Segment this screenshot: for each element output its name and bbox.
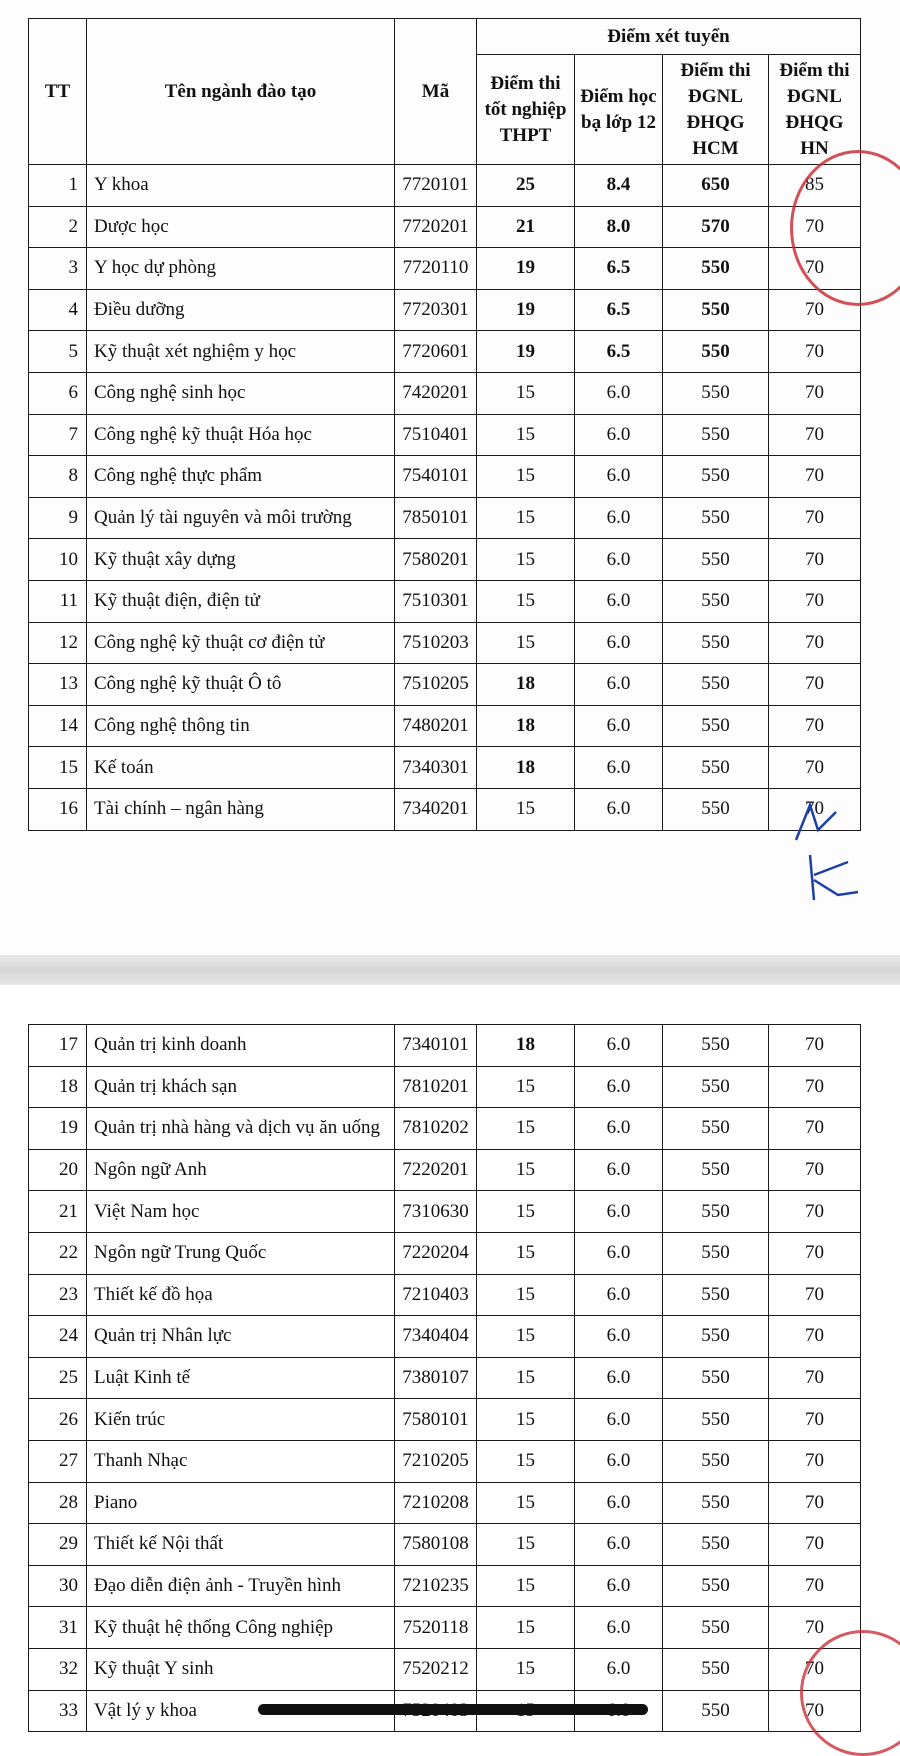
table-row	[29, 1440, 861, 1482]
table-row	[29, 622, 861, 664]
score-dgnl-hn: 70	[769, 1399, 861, 1441]
program-name: Kỹ thuật xét nghiệm y học	[87, 331, 395, 373]
program-name: Điều dưỡng	[87, 289, 395, 331]
score-hocba: 6.0	[575, 1191, 663, 1233]
score-dgnl-hcm: 550	[663, 1274, 769, 1316]
program-code: 7510205	[395, 664, 477, 706]
program-name: Quản lý tài nguyên và môi trường	[87, 497, 395, 539]
table-row	[29, 1066, 861, 1108]
program-name: Ngôn ngữ Trung Quốc	[87, 1232, 395, 1274]
score-hocba: 6.0	[575, 1149, 663, 1191]
score-thpt: 15	[477, 414, 575, 456]
score-dgnl-hn: 70	[769, 372, 861, 414]
score-dgnl-hn: 70	[769, 622, 861, 664]
row-number: 3	[29, 248, 87, 290]
score-thpt: 15	[477, 1232, 575, 1274]
row-number: 5	[29, 331, 87, 373]
table-row	[29, 1482, 861, 1524]
score-thpt: 15	[477, 1274, 575, 1316]
score-dgnl-hn: 70	[769, 1648, 861, 1690]
table-row	[29, 1191, 861, 1233]
score-hocba: 6.0	[575, 1648, 663, 1690]
score-thpt: 19	[477, 289, 575, 331]
score-thpt: 19	[477, 331, 575, 373]
row-number: 31	[29, 1607, 87, 1649]
score-hocba: 6.0	[575, 1482, 663, 1524]
score-thpt: 15	[477, 1607, 575, 1649]
score-dgnl-hcm: 550	[663, 1565, 769, 1607]
row-number: 12	[29, 622, 87, 664]
program-name: Kỹ thuật Y sinh	[87, 1648, 395, 1690]
score-hocba: 6.0	[575, 1316, 663, 1358]
table-row	[29, 747, 861, 789]
program-name: Quản trị Nhân lực	[87, 1316, 395, 1358]
program-code: 7420201	[395, 372, 477, 414]
program-name: Tài chính – ngân hàng	[87, 788, 395, 830]
score-dgnl-hcm: 550	[663, 1648, 769, 1690]
table-row	[29, 580, 861, 622]
row-number: 15	[29, 747, 87, 789]
score-thpt: 18	[477, 664, 575, 706]
score-dgnl-hcm: 550	[663, 1149, 769, 1191]
score-hocba: 6.0	[575, 1025, 663, 1067]
row-number: 25	[29, 1357, 87, 1399]
score-thpt: 15	[477, 1524, 575, 1566]
program-code: 7210205	[395, 1440, 477, 1482]
row-number: 32	[29, 1648, 87, 1690]
score-thpt: 15	[477, 1066, 575, 1108]
score-dgnl-hn: 70	[769, 1274, 861, 1316]
table-row	[29, 1607, 861, 1649]
program-code: 7520212	[395, 1648, 477, 1690]
program-name: Luật Kinh tế	[87, 1357, 395, 1399]
score-dgnl-hn: 70	[769, 1524, 861, 1566]
score-dgnl-hn: 70	[769, 705, 861, 747]
program-name: Công nghệ kỹ thuật Hóa học	[87, 414, 395, 456]
program-code: 7540101	[395, 456, 477, 498]
score-dgnl-hcm: 550	[663, 1607, 769, 1649]
score-dgnl-hn: 70	[769, 248, 861, 290]
score-hocba: 6.0	[575, 372, 663, 414]
program-code: 7340101	[395, 1025, 477, 1067]
score-thpt: 18	[477, 705, 575, 747]
program-code: 7510401	[395, 414, 477, 456]
row-number: 20	[29, 1149, 87, 1191]
score-dgnl-hcm: 550	[663, 1440, 769, 1482]
program-code: 7340404	[395, 1316, 477, 1358]
row-number: 1	[29, 165, 87, 207]
score-hocba: 6.0	[575, 414, 663, 456]
score-dgnl-hcm: 550	[663, 580, 769, 622]
row-number: 8	[29, 456, 87, 498]
score-dgnl-hcm: 550	[663, 372, 769, 414]
program-code: 7510203	[395, 622, 477, 664]
score-dgnl-hn: 70	[769, 1066, 861, 1108]
score-thpt: 15	[477, 1316, 575, 1358]
score-dgnl-hcm: 550	[663, 1357, 769, 1399]
score-dgnl-hcm: 550	[663, 1482, 769, 1524]
table-row	[29, 414, 861, 456]
score-dgnl-hn: 70	[769, 1149, 861, 1191]
program-name: Đạo diễn điện ảnh - Truyền hình	[87, 1565, 395, 1607]
table-row	[29, 1399, 861, 1441]
table-row	[29, 1149, 861, 1191]
table-row	[29, 1316, 861, 1358]
program-name: Thanh Nhạc	[87, 1440, 395, 1482]
program-name: Kỹ thuật điện, điện tử	[87, 580, 395, 622]
score-hocba: 6.0	[575, 580, 663, 622]
row-number: 11	[29, 580, 87, 622]
score-thpt: 15	[477, 497, 575, 539]
program-code: 7810202	[395, 1108, 477, 1150]
score-thpt: 15	[477, 1357, 575, 1399]
row-number: 2	[29, 206, 87, 248]
table-row	[29, 1232, 861, 1274]
program-name: Ngôn ngữ Anh	[87, 1149, 395, 1191]
row-number: 33	[29, 1690, 87, 1732]
admission-score-table-part-1	[28, 18, 861, 831]
score-dgnl-hn: 70	[769, 539, 861, 581]
row-number: 4	[29, 289, 87, 331]
program-code: 7580108	[395, 1524, 477, 1566]
score-dgnl-hcm: 550	[663, 788, 769, 830]
program-code: 7220201	[395, 1149, 477, 1191]
score-dgnl-hn: 70	[769, 414, 861, 456]
score-dgnl-hn: 70	[769, 1690, 861, 1732]
program-code: 7220204	[395, 1232, 477, 1274]
program-name: Thiết kế Nội thất	[87, 1524, 395, 1566]
program-name: Kế toán	[87, 747, 395, 789]
score-dgnl-hn: 70	[769, 580, 861, 622]
score-hocba: 6.0	[575, 1066, 663, 1108]
score-dgnl-hn: 70	[769, 289, 861, 331]
program-code: 7720201	[395, 206, 477, 248]
table-row	[29, 1648, 861, 1690]
score-thpt: 18	[477, 747, 575, 789]
program-name: Công nghệ thông tin	[87, 705, 395, 747]
row-number: 24	[29, 1316, 87, 1358]
header-dgnl-hn: Điểm thi ĐGNL ĐHQG HN	[769, 55, 861, 165]
score-dgnl-hcm: 550	[663, 331, 769, 373]
program-name: Vật lý y khoa	[87, 1690, 395, 1732]
page-gap	[0, 955, 900, 985]
program-name: Y học dự phòng	[87, 248, 395, 290]
score-dgnl-hcm: 550	[663, 622, 769, 664]
score-dgnl-hn: 70	[769, 1025, 861, 1067]
score-thpt: 18	[477, 1025, 575, 1067]
score-thpt: 15	[477, 372, 575, 414]
score-thpt: 15	[477, 1149, 575, 1191]
program-code: 7510301	[395, 580, 477, 622]
program-code: 7340301	[395, 747, 477, 789]
header-code: Mã	[395, 19, 477, 165]
program-code: 7720101	[395, 165, 477, 207]
score-dgnl-hn: 70	[769, 1482, 861, 1524]
score-hocba: 6.0	[575, 622, 663, 664]
row-number: 26	[29, 1399, 87, 1441]
program-name: Quản trị khách sạn	[87, 1066, 395, 1108]
table-row	[29, 1524, 861, 1566]
header-score-group: Điểm xét tuyển	[477, 19, 861, 55]
score-dgnl-hn: 70	[769, 497, 861, 539]
score-hocba: 6.0	[575, 497, 663, 539]
row-number: 29	[29, 1524, 87, 1566]
program-name: Công nghệ kỹ thuật cơ điện tử	[87, 622, 395, 664]
program-name: Kỹ thuật hệ thống Công nghiệp	[87, 1607, 395, 1649]
program-name: Kiến trúc	[87, 1399, 395, 1441]
table-row	[29, 1357, 861, 1399]
row-number: 14	[29, 705, 87, 747]
score-hocba: 6.0	[575, 1399, 663, 1441]
score-thpt: 15	[477, 1440, 575, 1482]
header-thpt: Điểm thi tốt nghiệp THPT	[477, 55, 575, 165]
row-number: 30	[29, 1565, 87, 1607]
row-number: 21	[29, 1191, 87, 1233]
score-hocba: 6.0	[575, 788, 663, 830]
score-thpt: 15	[477, 539, 575, 581]
score-dgnl-hn: 70	[769, 664, 861, 706]
program-code: 7380107	[395, 1357, 477, 1399]
program-name: Kỹ thuật xây dựng	[87, 539, 395, 581]
score-hocba: 6.5	[575, 331, 663, 373]
header-name: Tên ngành đào tạo	[87, 19, 395, 165]
program-name: Quản trị nhà hàng và dịch vụ ăn uống	[87, 1108, 395, 1150]
row-number: 18	[29, 1066, 87, 1108]
program-name: Y khoa	[87, 165, 395, 207]
score-hocba: 6.0	[575, 456, 663, 498]
score-dgnl-hcm: 550	[663, 1191, 769, 1233]
score-thpt: 15	[477, 1191, 575, 1233]
score-dgnl-hn: 70	[769, 1232, 861, 1274]
program-code: 7210235	[395, 1565, 477, 1607]
score-dgnl-hcm: 570	[663, 206, 769, 248]
score-hocba: 6.0	[575, 1274, 663, 1316]
header-tt: TT	[29, 19, 87, 165]
score-dgnl-hn: 85	[769, 165, 861, 207]
admission-score-table-part-2	[28, 1024, 861, 1732]
score-hocba: 6.5	[575, 248, 663, 290]
score-hocba: 6.0	[575, 1524, 663, 1566]
program-code: 7340201	[395, 788, 477, 830]
row-number: 27	[29, 1440, 87, 1482]
table-row	[29, 165, 861, 207]
header-dgnl-hcm: Điểm thi ĐGNL ĐHQG HCM	[663, 55, 769, 165]
score-dgnl-hn: 70	[769, 1565, 861, 1607]
score-dgnl-hcm: 550	[663, 705, 769, 747]
table-row	[29, 705, 861, 747]
score-hocba: 6.0	[575, 1232, 663, 1274]
table-row	[29, 1274, 861, 1316]
score-dgnl-hn: 70	[769, 331, 861, 373]
score-dgnl-hn: 70	[769, 1607, 861, 1649]
score-hocba: 6.0	[575, 705, 663, 747]
table-row	[29, 456, 861, 498]
program-name: Quản trị kinh doanh	[87, 1025, 395, 1067]
table-row	[29, 497, 861, 539]
score-hocba: 6.5	[575, 289, 663, 331]
row-number: 23	[29, 1274, 87, 1316]
program-code: 7480201	[395, 705, 477, 747]
row-number: 10	[29, 539, 87, 581]
score-hocba: 6.0	[575, 664, 663, 706]
score-hocba: 6.0	[575, 1565, 663, 1607]
score-dgnl-hcm: 550	[663, 1232, 769, 1274]
table-row	[29, 1565, 861, 1607]
score-dgnl-hcm: 550	[663, 539, 769, 581]
score-dgnl-hcm: 550	[663, 1316, 769, 1358]
program-name: Công nghệ sinh học	[87, 372, 395, 414]
score-thpt: 15	[477, 1565, 575, 1607]
table-row	[29, 289, 861, 331]
score-dgnl-hcm: 550	[663, 414, 769, 456]
score-thpt: 15	[477, 1482, 575, 1524]
program-code: 7720301	[395, 289, 477, 331]
score-hocba: 6.0	[575, 1607, 663, 1649]
score-dgnl-hn: 70	[769, 788, 861, 830]
score-dgnl-hn: 70	[769, 747, 861, 789]
score-dgnl-hn: 70	[769, 1357, 861, 1399]
program-code: 7210403	[395, 1274, 477, 1316]
score-hocba: 8.4	[575, 165, 663, 207]
score-thpt: 15	[477, 1399, 575, 1441]
program-code: 7310630	[395, 1191, 477, 1233]
score-thpt: 15	[477, 788, 575, 830]
program-name: Việt Nam học	[87, 1191, 395, 1233]
score-hocba: 8.0	[575, 206, 663, 248]
score-hocba: 6.0	[575, 1357, 663, 1399]
score-thpt: 15	[477, 1108, 575, 1150]
score-thpt: 15	[477, 580, 575, 622]
program-name: Thiết kế đồ họa	[87, 1274, 395, 1316]
score-dgnl-hcm: 550	[663, 1399, 769, 1441]
row-number: 7	[29, 414, 87, 456]
score-dgnl-hcm: 550	[663, 1025, 769, 1067]
score-thpt: 15	[477, 622, 575, 664]
table-row	[29, 331, 861, 373]
program-code: 7580201	[395, 539, 477, 581]
program-code: 7720110	[395, 248, 477, 290]
program-code: 7850101	[395, 497, 477, 539]
row-number: 9	[29, 497, 87, 539]
score-dgnl-hcm: 650	[663, 165, 769, 207]
program-code: 7210208	[395, 1482, 477, 1524]
row-number: 6	[29, 372, 87, 414]
table-row	[29, 206, 861, 248]
row-number: 13	[29, 664, 87, 706]
score-thpt: 25	[477, 165, 575, 207]
score-dgnl-hn: 70	[769, 1191, 861, 1233]
score-dgnl-hn: 70	[769, 206, 861, 248]
score-thpt: 15	[477, 1648, 575, 1690]
score-dgnl-hn: 70	[769, 1108, 861, 1150]
score-dgnl-hcm: 550	[663, 1108, 769, 1150]
handwritten-signature	[788, 800, 868, 910]
score-dgnl-hn: 70	[769, 456, 861, 498]
score-dgnl-hcm: 550	[663, 289, 769, 331]
score-dgnl-hcm: 550	[663, 497, 769, 539]
table-row	[29, 1108, 861, 1150]
row-number: 28	[29, 1482, 87, 1524]
score-thpt: 15	[477, 456, 575, 498]
score-dgnl-hcm: 550	[663, 456, 769, 498]
score-thpt: 19	[477, 248, 575, 290]
score-hocba: 6.0	[575, 1440, 663, 1482]
table-row	[29, 788, 861, 830]
program-name: Công nghệ thực phẩm	[87, 456, 395, 498]
score-dgnl-hn: 70	[769, 1440, 861, 1482]
row-number: 19	[29, 1108, 87, 1150]
table-row	[29, 372, 861, 414]
program-code: 7720601	[395, 331, 477, 373]
program-code: 7810201	[395, 1066, 477, 1108]
score-hocba: 6.0	[575, 747, 663, 789]
row-number: 22	[29, 1232, 87, 1274]
score-hocba: 6.0	[575, 1108, 663, 1150]
table-row	[29, 248, 861, 290]
horizontal-scrollbar[interactable]	[258, 1704, 648, 1715]
program-name: Công nghệ kỹ thuật Ô tô	[87, 664, 395, 706]
program-name: Dược học	[87, 206, 395, 248]
score-dgnl-hcm: 550	[663, 1690, 769, 1732]
program-name: Piano	[87, 1482, 395, 1524]
header-hocba: Điểm học bạ lớp 12	[575, 55, 663, 165]
row-number: 17	[29, 1025, 87, 1067]
score-thpt: 21	[477, 206, 575, 248]
table-row	[29, 539, 861, 581]
score-dgnl-hn: 70	[769, 1316, 861, 1358]
score-hocba: 6.0	[575, 539, 663, 581]
table-row	[29, 1025, 861, 1067]
program-code: 7520118	[395, 1607, 477, 1649]
score-dgnl-hcm: 550	[663, 664, 769, 706]
table-row	[29, 664, 861, 706]
row-number: 16	[29, 788, 87, 830]
score-dgnl-hcm: 550	[663, 248, 769, 290]
score-dgnl-hcm: 550	[663, 747, 769, 789]
program-code: 7580101	[395, 1399, 477, 1441]
score-dgnl-hcm: 550	[663, 1524, 769, 1566]
score-dgnl-hcm: 550	[663, 1066, 769, 1108]
